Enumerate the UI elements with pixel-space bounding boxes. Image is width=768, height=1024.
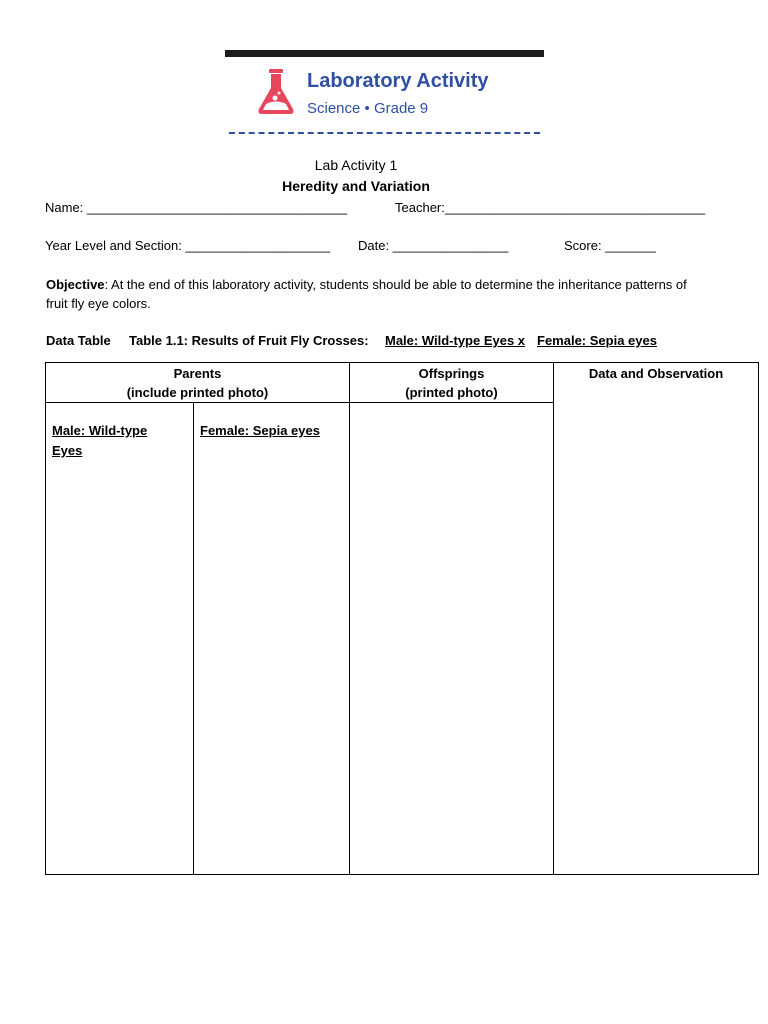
results-table [45, 362, 759, 875]
data-table-label: Data Table [46, 333, 111, 348]
parents-note: (include printed photo) [126, 385, 269, 400]
name-field[interactable]: Name: ____________________________________ [45, 200, 348, 215]
date-field[interactable]: Date: ________________ [358, 238, 509, 253]
male-parent-cell[interactable] [46, 403, 194, 875]
objective-label: Objective [46, 277, 105, 292]
female-parent-cell[interactable] [194, 403, 350, 875]
table-caption: Table 1.1: Results of Fruit Fly Crosses: [129, 333, 369, 348]
parents-header-cell [46, 363, 350, 403]
cross-female-label: Female: Sepia eyes [537, 333, 657, 348]
activity-title: Heredity and Variation [282, 178, 430, 194]
activity-number: Lab Activity 1 [314, 157, 398, 173]
female-parent-label: Female: Sepia eyes [200, 423, 320, 438]
brand-subtitle: Science • Grade 9 [307, 100, 429, 117]
header-top-bar [225, 50, 544, 57]
objective-paragraph [46, 275, 706, 313]
parents-header: Parents [173, 366, 222, 381]
score-field[interactable]: Score: _______ [564, 238, 656, 253]
cross-male-label: Male: Wild-type Eyes x [385, 333, 526, 348]
flask-icon [256, 68, 296, 116]
offspring-header: Offsprings [418, 366, 485, 381]
offspring-header-cell [350, 363, 554, 403]
teacher-field[interactable]: Teacher:____________________________________ [395, 200, 706, 215]
offspring-note: (printed photo) [405, 385, 498, 400]
observation-header: Data and Observation [588, 366, 724, 381]
year-section-field[interactable]: Year Level and Section: ____________________ [45, 238, 331, 253]
observation-cell[interactable] [554, 363, 759, 875]
offspring-cell[interactable] [350, 403, 554, 875]
male-parent-label: Male: Wild-type Eyes [52, 423, 148, 458]
brand-title: Laboratory Activity [307, 70, 489, 92]
objective-text: : At the end of this laboratory activity, students should be able to determine the inheritance patterns of fruit fly eye colors. [46, 277, 687, 311]
dashed-divider [229, 132, 540, 134]
table-header-row [46, 363, 759, 403]
